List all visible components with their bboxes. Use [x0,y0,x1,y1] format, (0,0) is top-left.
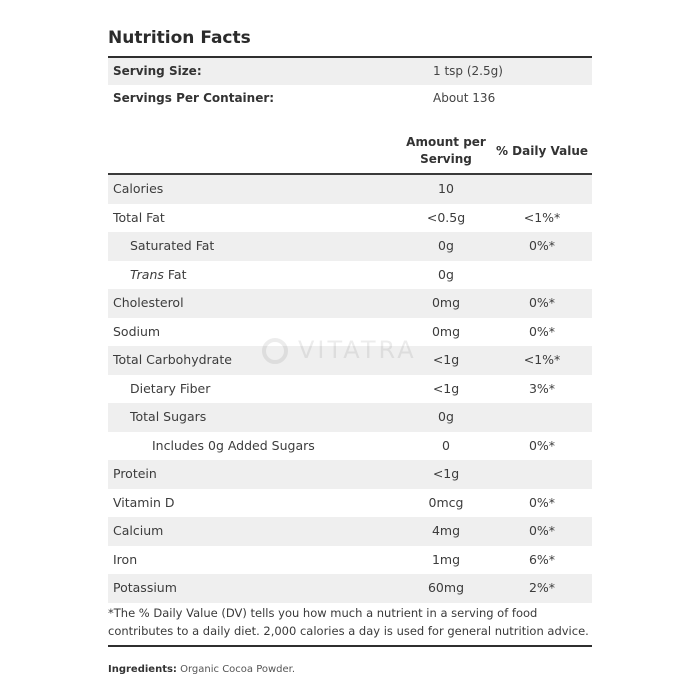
nutrient-amount: <1g [432,352,460,367]
nutrient-row [108,432,592,461]
nutrient-daily-value: 3%* [528,380,556,396]
nutrient-table [108,175,592,603]
nutrient-row [108,375,592,404]
nutrient-row [108,517,592,546]
nutrient-name [113,175,163,204]
nutrient-name [152,432,315,461]
nutrient-amount: 60mg [427,580,465,595]
serving-size-label: Serving Size: [113,64,202,78]
nutrient-amount: 10 [438,181,454,196]
nutrient-name-text: Sodium [113,323,161,339]
nutrient-name-text: Saturated Fat [130,238,215,253]
nutrient-name-text: Total Fat [113,209,165,225]
nutrient-name-text: Calcium [113,523,164,538]
nutrient-name-text: Iron [113,551,138,567]
nutrient-row [108,346,592,375]
servings-per-container-value: About 136 [433,91,496,105]
nutrient-name-text: Cholesterol [113,295,184,310]
nutrient-name [113,460,157,489]
daily-value-header: % Daily Value [495,144,588,158]
nutrient-daily-value: 2%* [528,580,556,595]
nutrient-name-text: Protein [113,466,157,481]
nutrient-daily-value: 6%* [528,551,556,567]
serving-size-row [108,58,592,85]
nutrient-row [108,318,592,347]
nutrient-daily-value: 0%* [528,295,556,310]
amount-per-serving-header [400,134,492,168]
nutrient-name [113,489,174,518]
nutrient-amount: 0mg [431,323,461,339]
nutrient-name [130,232,214,261]
nutrient-amount: 0g [438,238,454,253]
nutrient-row [108,403,592,432]
nutrient-amount: 1mg [431,551,461,567]
nutrient-name-text: Fat [163,266,187,282]
nutrient-row [108,232,592,261]
nutrient-name-text: Vitamin D [113,494,175,510]
nutrient-name [113,204,165,233]
nutrient-amount: 4mg [431,523,461,538]
ingredients-line [108,664,592,675]
nutrient-name-text: Includes 0g Added Sugars [152,437,315,453]
bottom-divider [108,645,592,647]
nutrient-row [108,175,592,204]
nutrient-name-text: Total Carbohydrate [113,352,232,367]
column-header [108,130,592,174]
nutrient-row [108,489,592,518]
nutrient-name [130,261,186,290]
page-title: Nutrition Facts [108,28,251,48]
servings-per-container-row [108,85,592,112]
ingredients-label: Ingredients: [108,664,177,675]
nutrient-daily-value: <1%* [523,209,561,225]
nutrient-amount: <0.5g [426,209,466,225]
nutrient-daily-value: <1%* [523,352,561,367]
amount-header-line2: Serving [420,152,472,166]
nutrient-name-text: Potassium [113,580,177,595]
nutrient-row [108,261,592,290]
nutrient-name-text: Calories [113,181,164,196]
nutrient-name [113,574,177,603]
nutrient-daily-value: 0%* [528,323,556,339]
nutrient-row [108,204,592,233]
nutrient-name [113,546,137,575]
nutrient-amount: 0mg [431,295,461,310]
nutrient-amount: 0g [438,409,454,424]
nutrient-amount: <1g [432,466,460,481]
nutrient-name [113,289,184,318]
nutrient-amount: 0mcg [428,494,464,510]
nutrient-name-text: Dietary Fiber [130,380,211,396]
nutrient-name-text: Total Sugars [130,409,207,424]
nutrient-name [113,517,163,546]
nutrient-amount: 0 [442,437,450,453]
nutrient-name [130,403,206,432]
serving-size-value: 1 tsp (2.5g) [433,64,503,78]
nutrient-row [108,546,592,575]
ingredients-value: Organic Cocoa Powder. [176,664,296,675]
nutrient-row [108,289,592,318]
nutrient-daily-value: 0%* [528,437,556,453]
nutrient-daily-value: 0%* [528,523,556,538]
nutrient-daily-value: 0%* [528,494,556,510]
nutrient-name [130,375,210,404]
nutrient-name-italic: Trans [130,266,164,282]
nutrient-row [108,460,592,489]
nutrient-amount: <1g [432,380,460,396]
footnote: *The % Daily Value (DV) tells you how much a nutrient in a serving of food contributes to a daily diet. 2,000 calories a day is used for general nutrition advice. [108,606,589,638]
servings-per-container-label: Servings Per Container: [113,91,275,105]
nutrient-name [113,346,232,375]
nutrient-daily-value: 0%* [528,238,556,253]
amount-header-line1: Amount per [406,135,486,149]
nutrient-name [113,318,160,347]
nutrient-row [108,574,592,603]
nutrient-amount: 0g [438,266,454,282]
